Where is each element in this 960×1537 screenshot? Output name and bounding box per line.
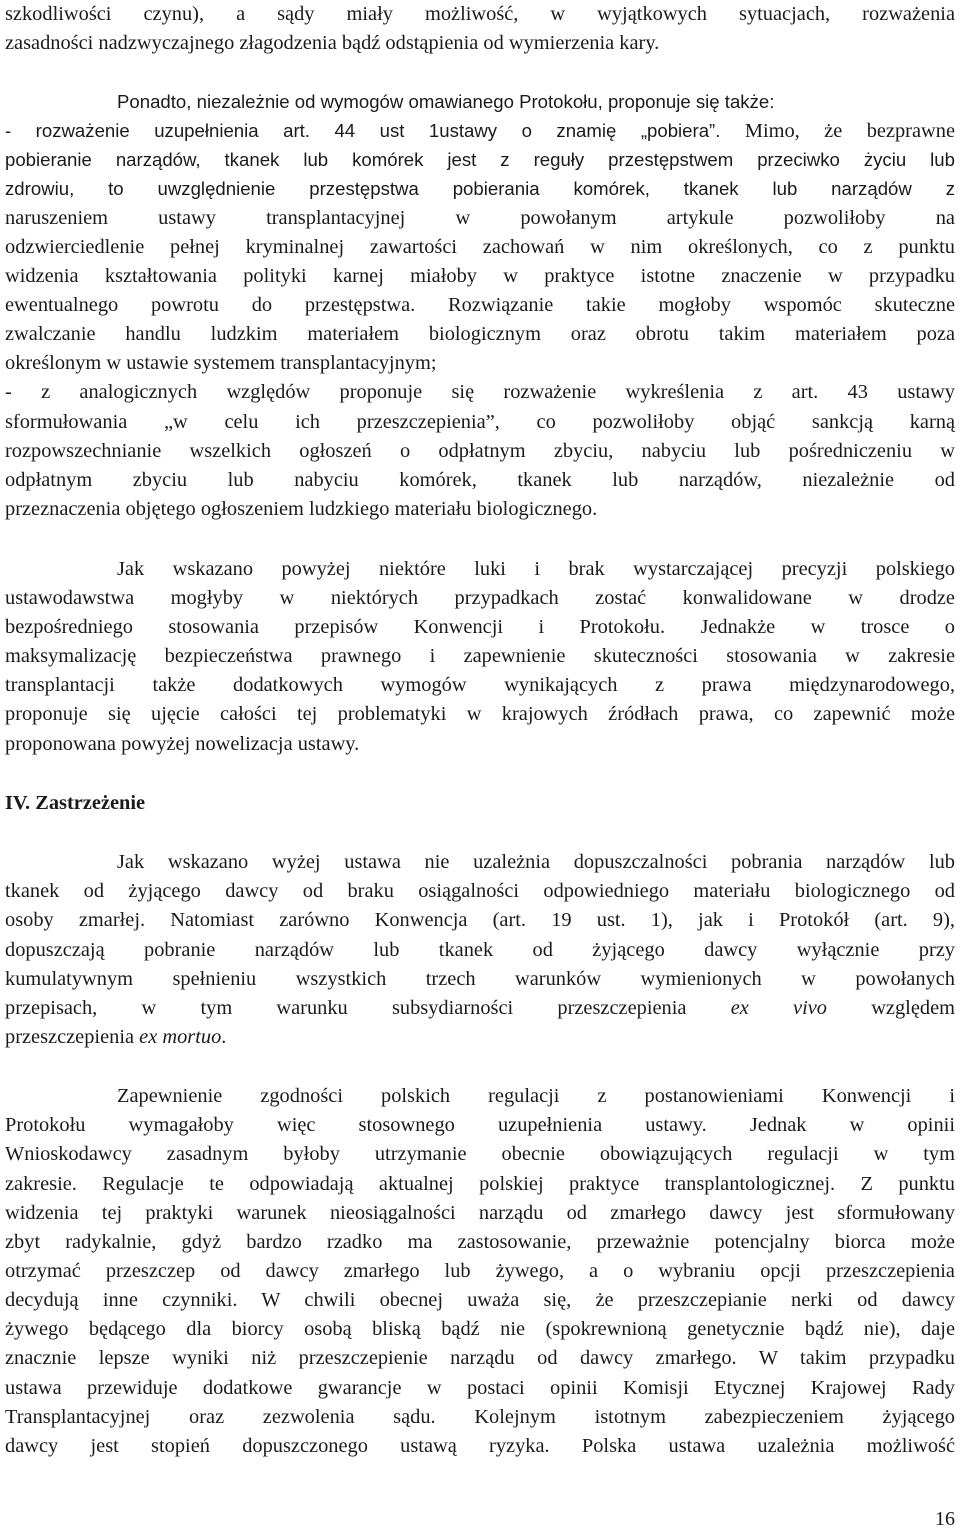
italic-term: ex mortuo — [139, 1026, 222, 1048]
text-span: względem — [826, 997, 956, 1019]
page-number: 16 — [935, 1508, 955, 1530]
text-line: Protokołu wymagałoby więc stosownego uzupełnienia ustawy. Jednak w opinii — [5, 1114, 955, 1136]
text-line: Zapewnienie zgodności polskich regulacji z postanowieniami Konwencji i — [117, 1085, 955, 1107]
text-line: znacznie lepsze wyniki niż przeszczepienie narządu od dawcy zmarłego. W takim przypadku — [5, 1347, 955, 1369]
text-line: bezpośredniego stosowania przepisów Konwencji i Protokołu. Jednakże w trosce o — [5, 616, 955, 638]
text-line: dopuszczają pobranie narządów lub tkanek od żyjącego dawcy wyłącznie przy — [5, 939, 955, 961]
text-line: osoby zmarłej. Natomiast zarówno Konwencja (art. 19 ust. 1), jak i Protokół (art. 9), — [5, 909, 955, 931]
text-line: ustawa przewiduje dodatkowe gwarancje w postaci opinii Komisji Etycznej Krajowej Rady — [5, 1377, 955, 1399]
text-line: przeznaczenia objętego ogłoszeniem ludzkiego materiału biologicznego. — [5, 498, 598, 520]
text-span: - rozważenie uzupełnienia art. 44 ust 1ustawy o znamię „pobiera”. — [5, 120, 721, 141]
text-line: zakresie. Regulacje te odpowiadają aktualnej polskiej praktyce transplantologicznej. Z punktu — [5, 1173, 955, 1195]
text-span: . — [221, 1026, 227, 1048]
text-line: Jak wskazano wyżej ustawa nie uzależnia dopuszczalności pobrania narządów lub — [117, 851, 955, 873]
italic-term: ex vivo — [730, 997, 827, 1019]
text-line: ustawodawstwa mogłyby w niektórych przypadkach zostać konwalidowane w drodze — [5, 587, 955, 609]
text-line: żywego będącego dla biorcy osobą bliską bądź nie (spokrewnioną genetycznie bądź nie), daje — [5, 1318, 955, 1340]
text-line: proponuje się ujęcie całości tej problematyki w krajowych źródłach prawa, co zapewnić może — [5, 703, 955, 725]
text-line: określonym w ustawie systemem transplantacyjnym; — [5, 352, 437, 374]
text-line: proponowana powyżej nowelizacja ustawy. — [5, 733, 360, 755]
text-line: ewentualnego powrotu do przestępstwa. Rozwiązanie takie mogłoby wspomóc skuteczne — [5, 294, 955, 316]
text-line — [5, 994, 955, 1023]
text-line: maksymalizację bezpieczeństwa prawnego i zapewnienie skuteczności stosowania w zakresie — [5, 645, 955, 667]
text-line: zasadności nadzwyczajnego złagodzenia bądź odstąpienia od wymierzenia kary. — [5, 32, 660, 54]
text-line: widzenia kształtowania polityki karnej miałoby w praktyce istotne znaczenie w przypadku — [5, 265, 955, 287]
text-line — [5, 1023, 955, 1052]
text-line: zbyt radykalnie, gdyż bardzo rzadko ma zastosowanie, przeważnie potencjalny biorca może — [5, 1231, 955, 1253]
text-line: widzenia tej praktyki warunek nieosiągalności narządu od zmarłego dawcy jest sformułowany — [5, 1202, 955, 1224]
text-line: dawcy jest stopień dopuszczonego ustawą ryzyka. Polska ustawa uzależnia możliwość — [5, 1435, 955, 1457]
text-line — [5, 116, 955, 146]
text-line: odpłatnym zbyciu lub nabyciu komórek, tkanek lub narządów, niezależnie od — [5, 469, 955, 491]
text-line: otrzymać przeszczep od dawcy zmarłego lub żywego, a o wybraniu opcji przeszczepienia — [5, 1260, 955, 1282]
text-span: przepisach, w tym warunku subsydiarności przeszczepienia — [5, 997, 731, 1019]
text-line: szkodliwości czynu), a sądy miały możliwość, w wyjątkowych sytuacjach, rozważenia — [5, 3, 955, 25]
text-line: zdrowiu, to uwzględnienie przestępstwa pobierania komórek, tkanek lub narządów z — [5, 178, 955, 199]
text-line: Transplantacyjnej oraz zezwolenia sądu. Kolejnym istotnym zabezpieczeniem żyjącego — [5, 1406, 955, 1428]
text-line: odzwierciedlenie pełnej kryminalnej zawartości zachowań w nim określonych, co z punktu — [5, 236, 955, 258]
text-line: kumulatywnym spełnieniu wszystkich trzech warunków wymienionych w powołanych — [5, 968, 955, 990]
text-line: transplantacji także dodatkowych wymogów wynikających z prawa międzynarodowego, — [5, 674, 955, 696]
text-span: Mimo, że bezprawne — [720, 120, 955, 142]
text-line: decydują inne czynniki. W chwili obecnej uważa się, że przeszczepianie nerki od dawcy — [5, 1289, 955, 1311]
text-line: Wnioskodawcy zasadnym byłoby utrzymanie obecnie obowiązujących regulacji w tym — [5, 1143, 955, 1165]
text-line: naruszeniem ustawy transplantacyjnej w powołanym artykule pozwoliłoby na — [5, 207, 955, 229]
section-heading: IV. Zastrzeżenie — [5, 792, 146, 814]
text-line: sformułowania „w celu ich przeszczepienia”, co pozwoliłoby objąć sankcją karną — [5, 411, 955, 433]
text-line: Jak wskazano powyżej niektóre luki i brak wystarczającej precyzji polskiego — [117, 558, 955, 580]
text-line: pobieranie narządów, tkanek lub komórek jest z reguły przestępstwem przeciwko życiu lub — [5, 149, 955, 170]
text-line: Ponadto, niezależnie od wymogów omawianego Protokołu, proponuje się także: — [117, 91, 775, 112]
text-span: przeszczepienia — [5, 1026, 140, 1048]
text-line: tkanek od żyjącego dawcy od braku osiągalności odpowiedniego materiału biologicznego od — [5, 880, 955, 902]
text-line: zwalczanie handlu ludzkim materiałem biologicznym oraz obrotu takim materiałem poza — [5, 323, 955, 345]
text-line: - z analogicznych względów proponuje się rozważenie wykreślenia z art. 43 ustawy — [5, 381, 955, 403]
text-line: rozpowszechnianie wszelkich ogłoszeń o odpłatnym zbyciu, nabyciu lub pośredniczeniu w — [5, 440, 955, 462]
